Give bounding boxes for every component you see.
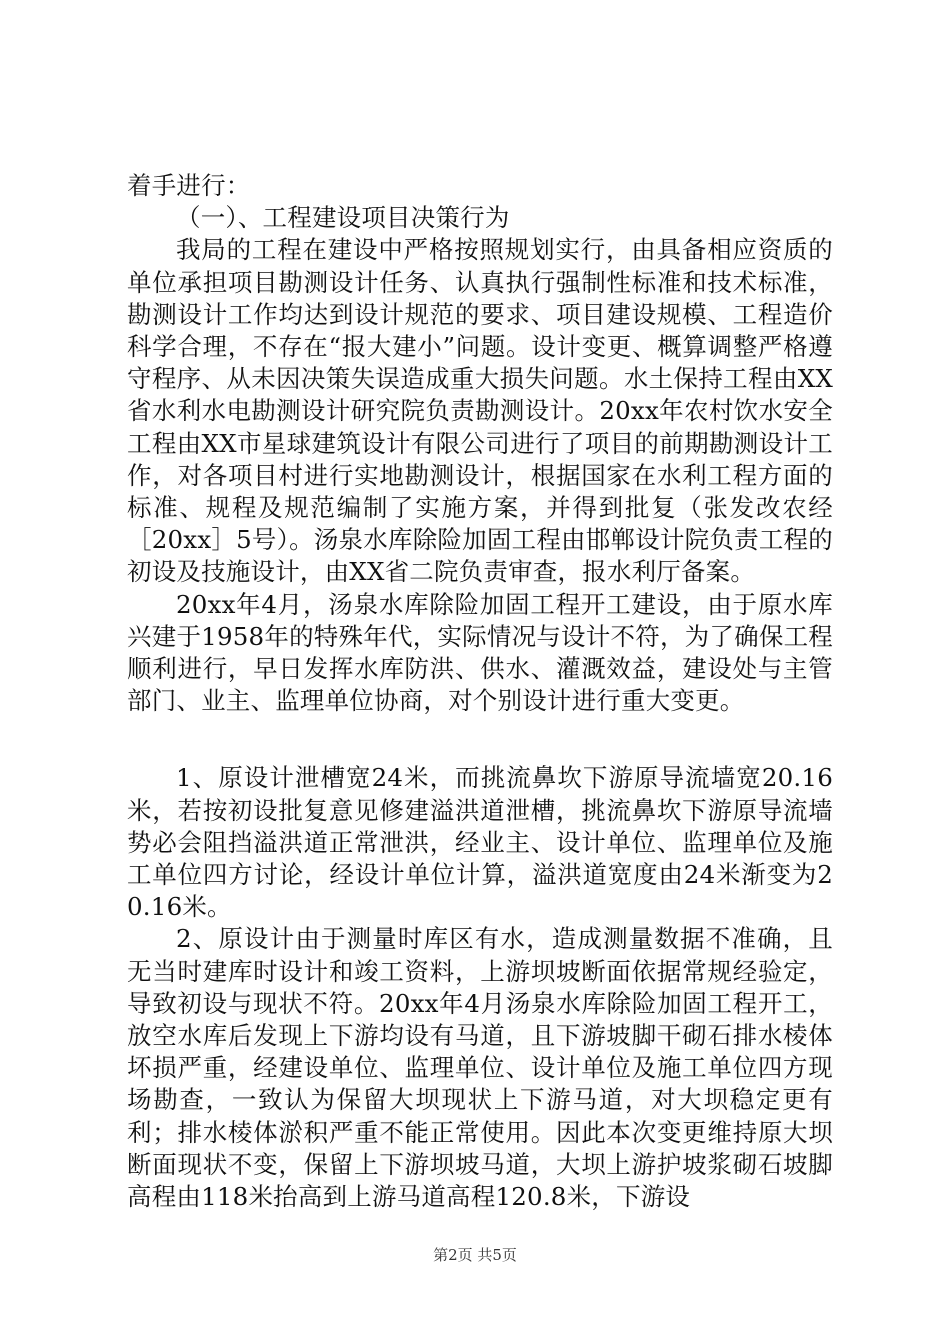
- paragraph-decision: 我局的工程在建设中严格按照规划实行，由具备相应资质的单位承担项目勘测设计任务、认真执行强制性标准和技术标准，勘测设计工作均达到设计规范的要求、项目建设规模、工程造价科学合理，不存在“报大建小”问题。设计变更、概算调整严格遵守程序、从未因决策失误造成重大损失问题。水土保持工程由XX省水利水电勘测设计研究院负责勘测设计。20xx年农村饮水安全工程由XX市星球建筑设计有限公司进行了项目的前期勘测设计工作，对各项目村进行实地勘测设计，根据国家在水利工程方面的标准、规程及规范编制了实施方案，并得到批复（张发改农经［20xx］5号）。汤泉水库除险加固工程由邯郸设计院负责工程的初设及技施设计，由XX省二院负责审查，报水利厅备案。: [127, 235, 833, 587]
- section-heading: （一）、工程建设项目决策行为: [176, 203, 510, 233]
- paragraph-item-2: 2、原设计由于测量时库区有水，造成测量数据不准确，且无当时建库时设计和竣工资料，上游坝坡断面依据常规经验定，导致初设与现状不符。20xx年4月汤泉水库除险加固工程开工，放空水库后发现上下游均设有马道，且下游坡脚干砌石排水棱体坏损严重，经建设单位、监理单位、设计单位及施工单位四方现场勘查，一致认为保留大坝现状上下游马道，对大坝稳定更有利；排水棱体淤积严重不能正常使用。因此本次变更维持原大坝断面现状不变，保留上下游坝坡马道，大坝上游护坡浆砌石坡脚高程由118米抬高到上游马道高程120.8米，下游设: [127, 924, 833, 1212]
- paragraph-spacer: [127, 717, 833, 762]
- paragraph-design-change: 20xx年4月，汤泉水库除险加固工程开工建设，由于原水库兴建于1958年的特殊年代，实际情况与设计不符，为了确保工程顺利进行，早日发挥水库防洪、供水、灌溉效益，建设处与主管部门、业主、监理单位协商，对个别设计进行重大变更。: [127, 589, 833, 716]
- page-number: 第2页 共5页: [433, 1246, 517, 1264]
- paragraph-item-1: 1、原设计泄槽宽24米，而挑流鼻坎下游原导流墙宽20.16米，若按初设批复意见修建溢洪道泄槽，挑流鼻坎下游原导流墙势必会阻挡溢洪道正常泄洪，经业主、设计单位、监理单位及施工单位四方讨论，经设计单位计算，溢洪道宽度由24米渐变为20.16米。: [127, 763, 833, 922]
- paragraph-lead-in: 着手进行：: [127, 171, 251, 200]
- document-body: [127, 170, 833, 1213]
